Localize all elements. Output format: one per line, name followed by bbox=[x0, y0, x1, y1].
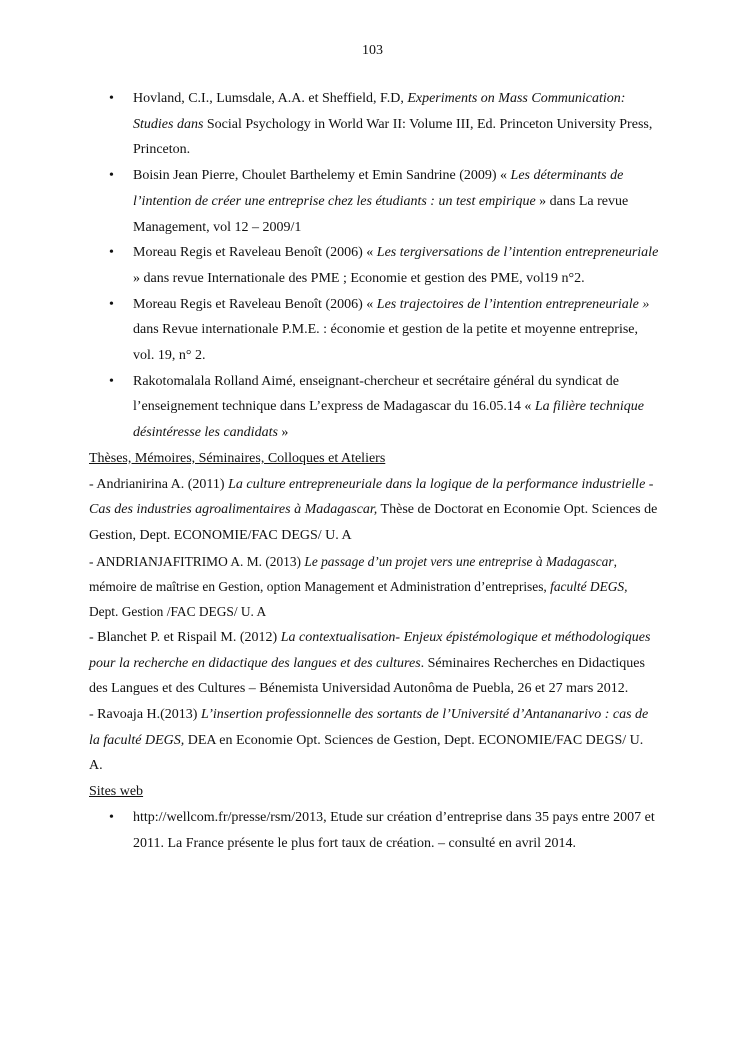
thesis-title: Le passage d’un projet vers une entreprise à Madagascar bbox=[304, 553, 614, 569]
bibliography bbox=[89, 86, 659, 856]
reference-item bbox=[133, 163, 659, 240]
reference-authors: Moreau Regis et Raveleau Benoît (2006) « bbox=[133, 296, 377, 312]
thesis-entry bbox=[89, 702, 659, 779]
web-item: • http://wellcom.fr/presse/rsm/2013, Etude sur création d’entreprise dans 35 pays entre 2007 et 2011. La France présente le plus fort taux de création. – consulté en avril 2014. bbox=[133, 805, 659, 856]
thesis-entry bbox=[89, 549, 659, 625]
reference-authors: Rakotomalala Rolland Aimé, enseignant-chercheur et secrétaire général du syndicat de l’enseignement technique dans L’express de Madagascar du 16.05.14 « bbox=[133, 373, 619, 415]
thesis-source: . Séminaires Recherches en Didactiques des Langues et des Cultures – Bénemista Universidad Autonôma de Puebla, 26 et 27 mars 2012. bbox=[89, 655, 645, 697]
web-list bbox=[89, 805, 659, 856]
thesis-entry bbox=[89, 625, 659, 702]
reference-title: La filière technique désintéresse les candidats bbox=[133, 399, 644, 441]
thesis-entry bbox=[89, 472, 659, 549]
thesis-faculty: faculté DEGS, bbox=[550, 579, 628, 595]
reference-item bbox=[133, 240, 659, 291]
thesis-dept: Dept. Gestion /FAC DEGS/ U. A bbox=[89, 604, 267, 620]
reference-source: dans Revue internationale P.M.E. : économie et gestion de la petite et moyenne entreprise, vol. 19, n° 2. bbox=[133, 322, 639, 364]
thesis-source: DEA en Economie Opt. Sciences de Gestion, Dept. ECONOMIE/FAC DEGS/ U. A. bbox=[89, 732, 644, 774]
thesis-title: La culture entrepreneuriale dans la logique de la performance industrielle - Cas des industries agroalimentaires à Madagascar, bbox=[89, 476, 654, 518]
thesis-title: L’insertion professionnelle des sortants de l’Université d’Antananarivo : cas de la faculté DEGS, bbox=[89, 706, 649, 748]
section-heading-web: Sites web bbox=[89, 784, 144, 800]
reference-item bbox=[133, 369, 659, 446]
thesis-source: Thèse de Doctorat en Economie Opt. Sciences de Gestion, Dept. ECONOMIE/FAC DEGS/ U. A bbox=[89, 502, 658, 543]
reference-authors: Boisin Jean Pierre, Choulet Barthelemy et Emin Sandrine (2009) « bbox=[133, 168, 511, 184]
thesis-source: , mémoire de maîtrise en Gestion, option Management et Administration d’entreprises, bbox=[89, 553, 617, 595]
reference-item bbox=[133, 86, 659, 163]
page-number: 103 bbox=[362, 43, 383, 58]
thesis-title: La contextualisation- Enjeux épistémologique et méthodologiques pour la recherche en didactique des langues et des cultures bbox=[89, 629, 651, 671]
reference-title: Experiments on Mass Communication: Studies dans bbox=[133, 91, 626, 132]
thesis-authors: - ANDRIANJAFITRIMO A. M. (2013) bbox=[89, 553, 305, 569]
references-list bbox=[89, 86, 659, 446]
thesis-authors: - Ravoaja H.(2013) bbox=[89, 706, 201, 722]
reference-title: Les trajectoires de l’intention entrepreneuriale » bbox=[376, 296, 650, 312]
section-heading-theses: Thèses, Mémoires, Séminaires, Colloques et Ateliers bbox=[89, 450, 386, 466]
reference-title: Les déterminants de l’intention de créer une entreprise chez les étudiants : un test empirique bbox=[133, 168, 624, 209]
reference-source: » bbox=[277, 425, 289, 441]
reference-authors: Hovland, C.I., Lumsdale, A.A. et Sheffield, F.D, bbox=[133, 91, 408, 106]
thesis-authors: - Blanchet P. et Rispail M. (2012) bbox=[89, 629, 281, 645]
reference-source: Social Psychology in World War II: Volume III, Ed. Princeton University Press, Princeton. bbox=[133, 116, 653, 158]
thesis-authors: - Andrianirina A. (2011) bbox=[89, 476, 229, 492]
reference-item bbox=[133, 292, 659, 369]
reference-source: » dans revue Internationale des PME ; Economie et gestion des PME, vol19 n°2. bbox=[133, 270, 585, 286]
reference-authors: Moreau Regis et Raveleau Benoît (2006) « bbox=[133, 245, 377, 261]
reference-title: Les tergiversations de l’intention entrepreneuriale bbox=[376, 245, 659, 261]
reference-source: » dans La revue Management, vol 12 – 2009/1 bbox=[133, 193, 629, 235]
